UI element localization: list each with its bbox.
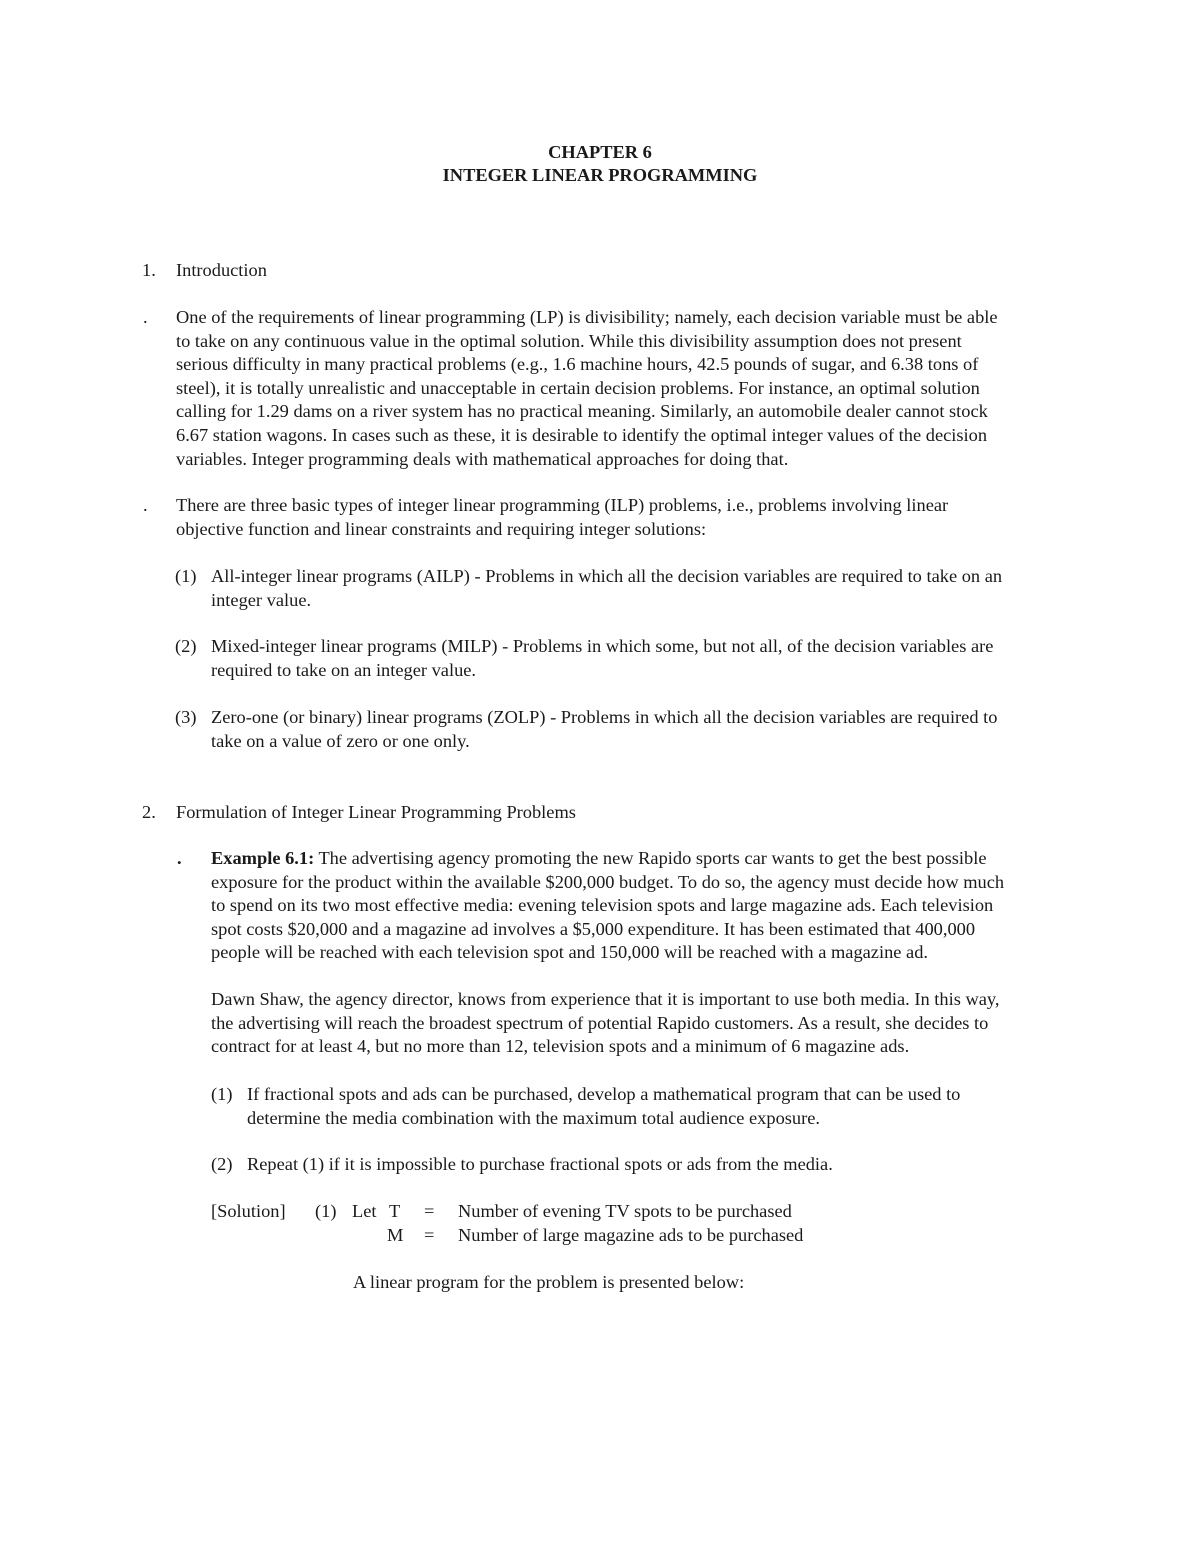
solution-label: [Solution] [211, 1201, 286, 1221]
text-line: There are three basic types of integer linear programming (ILP) problems, i.e., problems involving linear [176, 495, 949, 515]
variable-t: T [389, 1201, 401, 1221]
text-line: people will be reached with each television spot and 150,000 will be reached with a magazine ad. [211, 942, 928, 963]
text-line: Repeat (1) if it is impossible to purchase fractional spots or ads from the media. [247, 1154, 833, 1174]
example-label: Example 6.1: [211, 848, 315, 868]
example-line-1: The advertising agency promoting the new Rapido sports car wants to get the best possible [318, 848, 987, 868]
closing-sentence: A linear program for the problem is presented below: [353, 1272, 745, 1292]
definition-t: Number of evening TV spots to be purchased [458, 1201, 792, 1221]
text-line: required to take on an integer value. [211, 659, 477, 680]
text-line: Dawn Shaw, the agency director, knows from experience that it is important to use both media. In this way, [211, 989, 1000, 1009]
example-paragraph [211, 847, 1061, 965]
question-1-number: (1) [211, 1084, 233, 1104]
text-line: objective function and linear constraints and requiring integer solutions: [176, 518, 707, 539]
text-line: Zero-one (or binary) linear programs (ZOLP) - Problems in which all the decision variables are required to [211, 707, 998, 727]
text-line: determine the media combination with the maximum total audience exposure. [247, 1107, 821, 1128]
example-bullet: . [177, 848, 182, 868]
text-line: serious difficulty in many practical problems (e.g., 1.6 machine hours, 42.5 pounds of sugar, and 6.38 tons of [176, 354, 979, 375]
solution-let: Let [352, 1201, 377, 1221]
chapter-title: INTEGER LINEAR PROGRAMMING [442, 165, 758, 185]
text-line: contract for at least 4, but no more than 12, television spots and a minimum of 6 magazine ads. [211, 1036, 910, 1057]
type-2-text [211, 635, 1061, 682]
text-line: If fractional spots and ads can be purchased, develop a mathematical program that can be used to [247, 1084, 961, 1104]
text-line: the advertising will reach the broadest spectrum of potential Rapido customers. As a result, she decides to [211, 1012, 989, 1033]
text-line: steel), it is totally unrealistic and unacceptable in certain decision problems. For instance, an optimal solution [176, 377, 980, 398]
type-2-number: (2) [175, 636, 197, 656]
type-3-text [211, 706, 1061, 753]
type-3-number: (3) [175, 707, 197, 727]
equals-t: = [424, 1201, 435, 1221]
intro-paragraph [176, 306, 1061, 471]
section-1-heading: Introduction [176, 260, 267, 280]
text-line: integer value. [211, 589, 312, 610]
text-line: take on a value of zero or one only. [211, 730, 470, 751]
text-line: to spend on its two most effective media: evening television spots and large magazine ads. Each television [211, 895, 994, 916]
equals-m: = [424, 1225, 435, 1245]
text-line: One of the requirements of linear programming (LP) is divisibility; namely, each decision variable must be able [176, 307, 998, 327]
section-2-heading: Formulation of Integer Linear Programming Problems [176, 802, 576, 822]
variable-m: M [387, 1225, 404, 1245]
text-line: All-integer linear programs (AILP) - Problems in which all the decision variables are required to take on an [211, 566, 1003, 586]
solution-part: (1) [315, 1201, 337, 1221]
text-line: 6.67 station wagons. In cases such as these, it is desirable to identify the optimal integer values of the decision [176, 424, 988, 445]
chapter-number: CHAPTER 6 [548, 142, 652, 162]
text-line: to take on any continuous value in the optimal solution. While this divisibility assumption does not present [176, 330, 962, 351]
question-2-number: (2) [211, 1154, 233, 1174]
question-1-text [247, 1083, 1047, 1130]
text-line: variables. Integer programming deals with mathematical approaches for doing that. [176, 448, 789, 469]
bullet-2: . [143, 495, 148, 515]
types-intro-paragraph [176, 494, 1061, 541]
question-2-text [247, 1153, 1047, 1177]
text-line: exposure for the product within the available $200,000 budget. To do so, the agency must decide how much [211, 871, 1005, 892]
type-1-number: (1) [175, 566, 197, 586]
definition-m: Number of large magazine ads to be purchased [458, 1225, 804, 1245]
dawn-paragraph [211, 988, 1061, 1059]
bullet-1: . [143, 307, 148, 327]
type-1-text [211, 565, 1061, 612]
text-line: Mixed-integer linear programs (MILP) - Problems in which some, but not all, of the decision variables are [211, 636, 994, 656]
text-line [211, 847, 1061, 871]
text-line: spot costs $20,000 and a magazine ad involves a $5,000 expenditure. It has been estimated that 400,000 [211, 918, 976, 939]
section-1-number: 1. [142, 260, 156, 280]
section-2-number: 2. [142, 802, 156, 822]
text-line: calling for 1.29 dams on a river system has no practical meaning. Similarly, an automobile dealer cannot stock [176, 401, 988, 422]
